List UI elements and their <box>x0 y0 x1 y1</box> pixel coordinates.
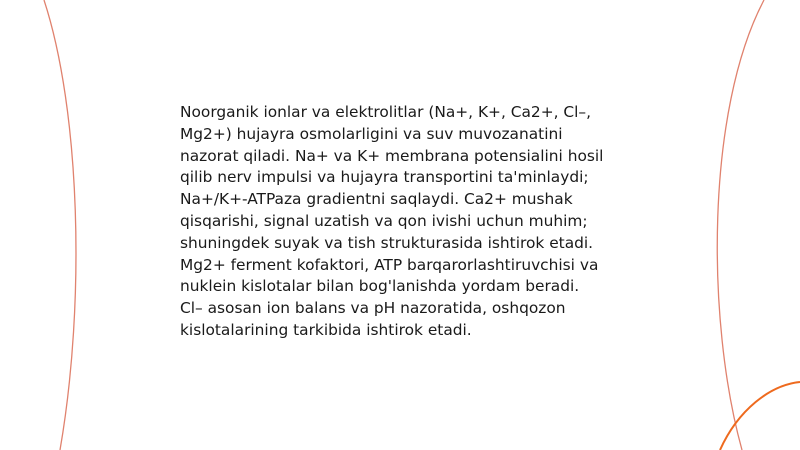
body-line: nazorat qiladi. Na+ va K+ membrana potensialini hosil <box>180 146 604 165</box>
body-line: qisqarishi, signal uzatish va qon ivishi uchun muhim; <box>180 211 588 230</box>
body-line: nuklein kislotalar bilan bog'lanishda yordam beradi. <box>180 277 580 296</box>
left-arc <box>44 0 76 450</box>
body-line: Mg2+ ferment kofaktori, ATP barqarorlashtiruvchisi va <box>180 255 599 274</box>
body-line: Cl– asosan ion balans va pH nazoratida, oshqozon <box>180 299 566 318</box>
body-line: Na+/K+-ATPaza gradientni saqlaydi. Ca2+ mushak <box>180 190 573 209</box>
body-line: qilib nerv impulsi va hujayra transportini ta'minlaydi; <box>180 168 589 187</box>
body-line: shuningdek suyak va tish strukturasida ishtirok etadi. <box>180 233 594 252</box>
body-line: Mg2+) hujayra osmolarligini va suv muvozanatini <box>180 124 563 143</box>
body-line: kislotalarining tarkibida ishtirok etadi. <box>180 320 472 339</box>
body-text <box>180 102 630 342</box>
right-arc <box>717 0 764 450</box>
body-line: Noorganik ionlar va elektrolitlar (Na+, K+, Ca2+, Cl–, <box>180 103 591 121</box>
accent-arc <box>720 382 800 450</box>
